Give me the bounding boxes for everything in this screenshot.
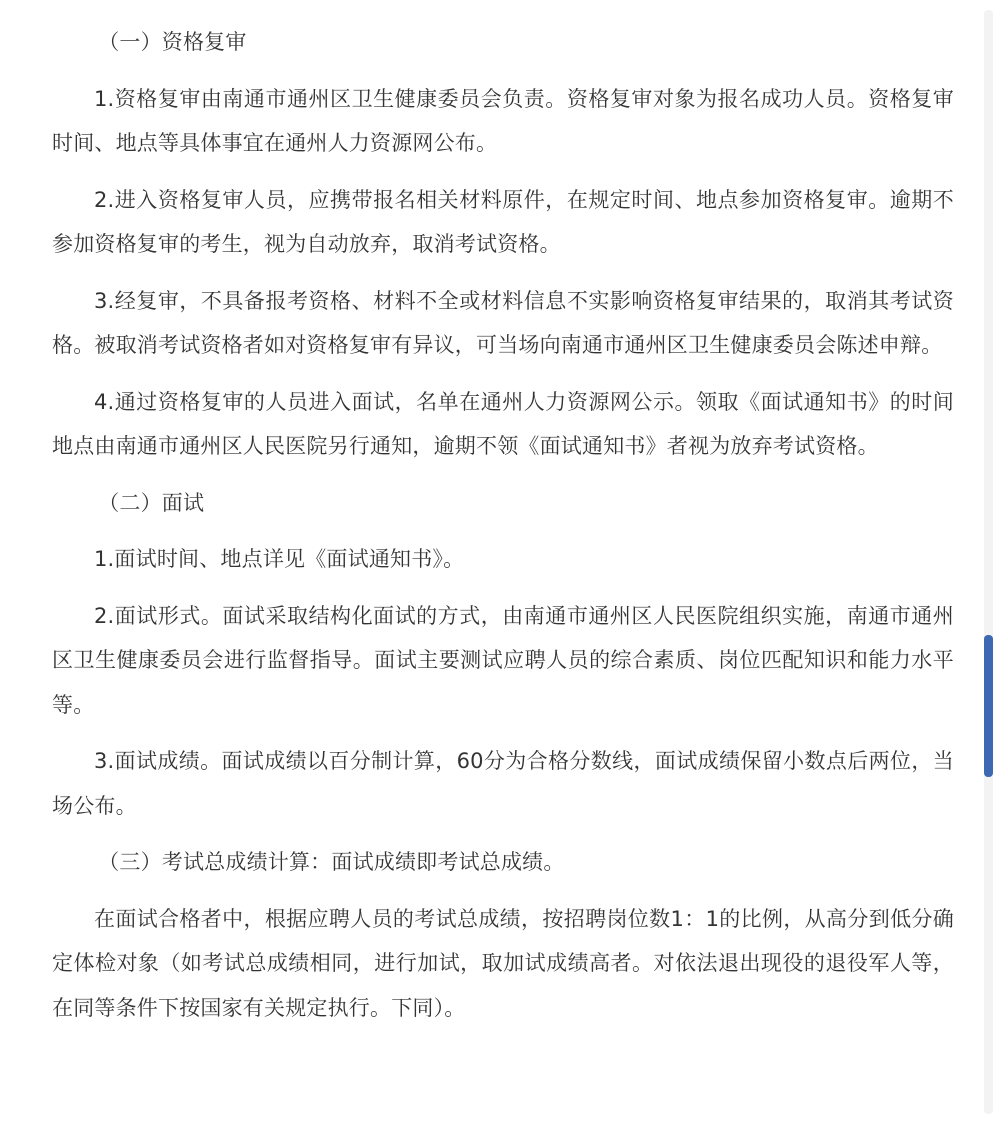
paragraph-review-disqualification: 3.经复审，不具备报考资格、材料不全或材料信息不实影响资格复审结果的，取消其考试资格。被取消考试资格者如对资格复审有异议，可当场向南通市通州区卫生健康委员会陈述申辩。	[52, 288, 954, 357]
paragraph-interview-time-place: 1.面试时间、地点详见《面试通知书》。	[94, 547, 465, 571]
vertical-scrollbar[interactable]	[984, 10, 993, 1114]
section-heading-qualification-review: （一）资格复审	[98, 30, 247, 54]
scrollbar-thumb[interactable]	[984, 635, 993, 777]
section-heading-total-score: （三）考试总成绩计算：面试成绩即考试总成绩。	[98, 850, 565, 874]
section-heading-interview: （二）面试	[98, 490, 205, 515]
paragraph-interview-score: 3.面试成绩。面试成绩以百分制计算，60分为合格分数线，面试成绩保留小数点后两位，当场公布。	[52, 749, 954, 818]
paragraph-interview-format: 2.面试形式。面试采取结构化面试的方式，由南通市通州区人民医院组织实施，南通市通州区卫生健康委员会进行监督指导。面试主要测试应聘人员的综合素质、岗位匹配知识和能力水平等。	[52, 603, 954, 717]
paragraph-interview-notice: 4.通过资格复审的人员进入面试，名单在通州人力资源网公示。领取《面试通知书》的时间地点由南通市通州区人民医院另行通知，逾期不领《面试通知书》者视为放弃考试资格。	[52, 389, 954, 458]
paragraph-review-responsibility: 1.资格复审由南通市通州区卫生健康委员会负责。资格复审对象为报名成功人员。资格复审时间、地点等具体事宜在通州人力资源网公布。	[52, 86, 954, 155]
paragraph-review-materials: 2.进入资格复审人员，应携带报名相关材料原件，在规定时间、地点参加资格复审。逾期不参加资格复审的考生，视为自动放弃，取消考试资格。	[52, 187, 954, 256]
document-content	[52, 20, 954, 1042]
paragraph-physical-exam-selection: 在面试合格者中，根据应聘人员的考试总成绩，按招聘岗位数1：1的比例，从高分到低分确定体检对象（如考试总成绩相同，进行加试，取加试成绩高者。对依法退出现役的退役军人等，在同等条件下按国家有关规定执行。下同）。	[52, 906, 954, 1020]
